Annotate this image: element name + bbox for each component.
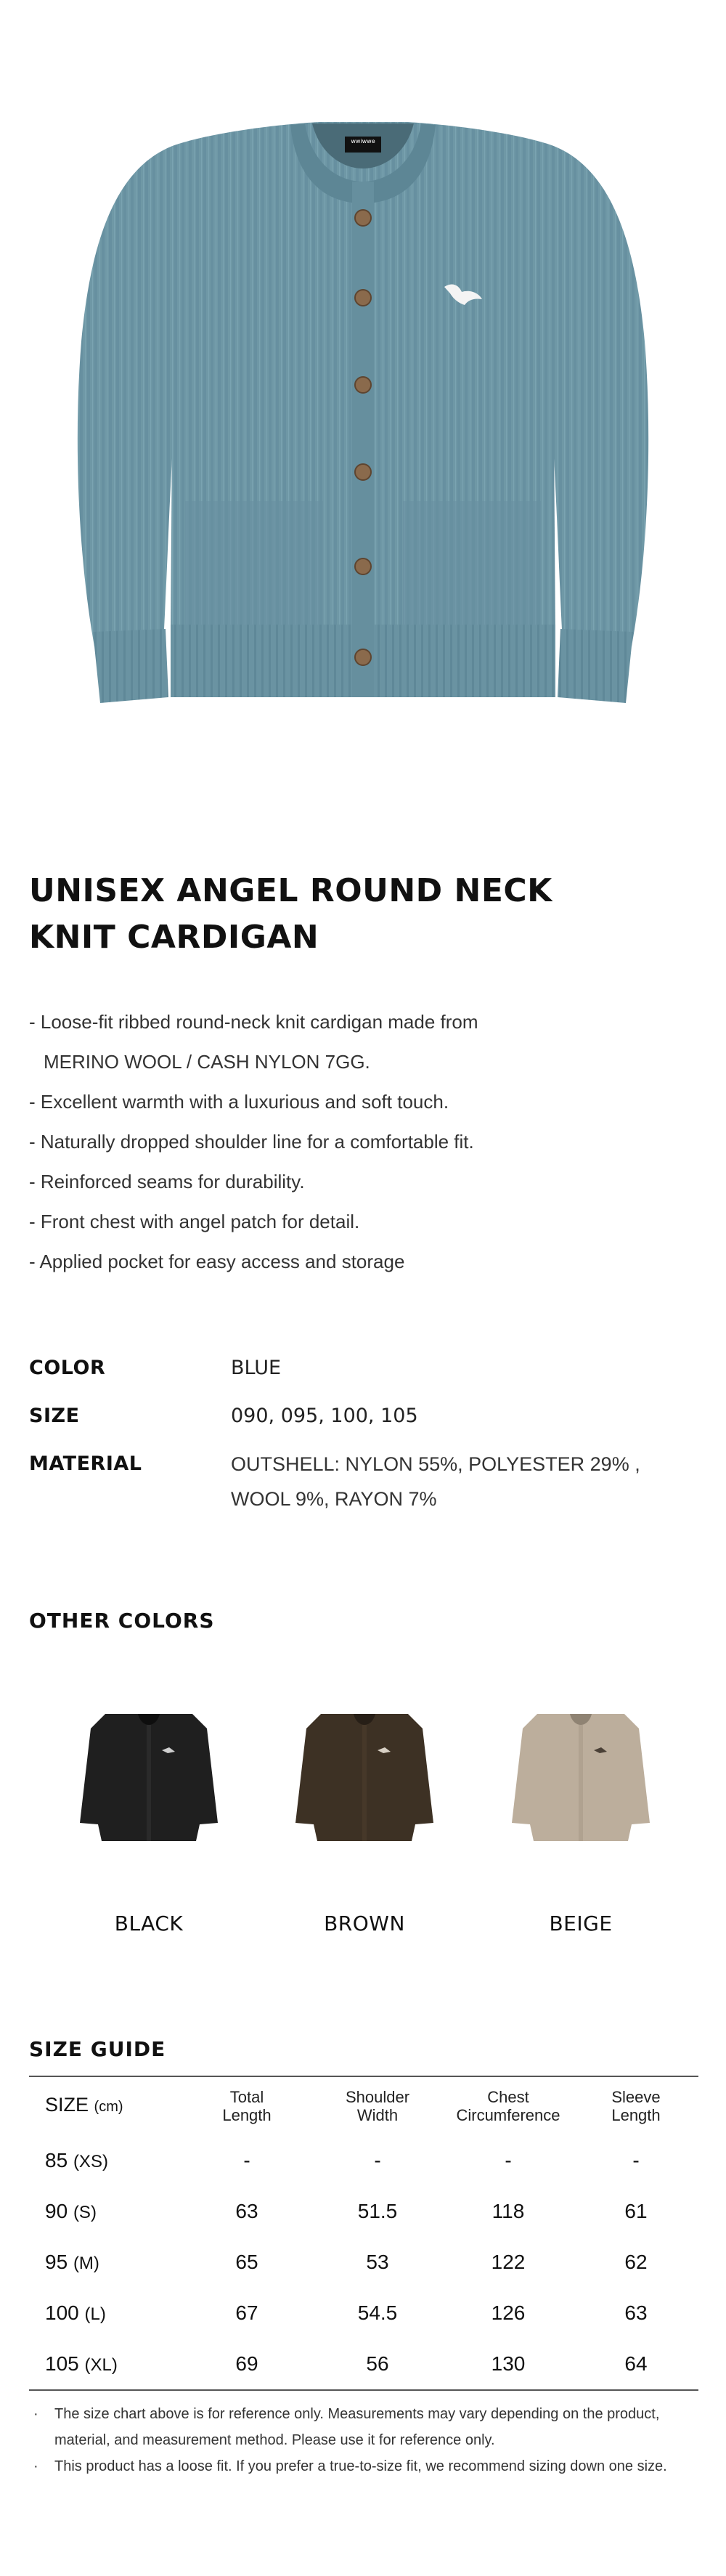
cell-sleeve-length: - (632, 2149, 640, 2171)
header-sleeve-line2: Length (611, 2106, 661, 2124)
size-guide-title: SIZE GUIDE (29, 2037, 166, 2061)
material-line2: WOOL 9%, RAYON 7% (231, 1488, 437, 1510)
table-row (29, 2339, 698, 2389)
size-guide-notes (29, 2401, 711, 2479)
product-title-line2: KNIT CARDIGAN (29, 919, 319, 956)
cell-sleeve-length: 61 (624, 2200, 648, 2222)
color-option-label-black[interactable]: BLACK (114, 1911, 184, 1935)
row-size (29, 2251, 182, 2274)
product-title (29, 868, 682, 961)
header-shoulder-width-line2: Width (356, 2106, 399, 2124)
size-note-continued (29, 2427, 711, 2453)
material-line1: OUTSHELL: NYLON 55%, POLYESTER 29% , (231, 1453, 640, 1475)
header-sleeve-line1: Sleeve (611, 2088, 661, 2106)
product-description (29, 1002, 697, 1282)
note-text: The size chart above is for reference only. Measurements may vary depending on the product, (54, 2406, 660, 2422)
cell-chest: 122 (491, 2251, 526, 2273)
size-number: 85 (45, 2149, 68, 2171)
cell-total-length: 69 (235, 2352, 258, 2375)
header-sleeve-length (574, 2088, 698, 2124)
cell-shoulder-width: 56 (366, 2352, 389, 2375)
description-line: MERINO WOOL / CASH NYLON 7GG. (44, 1051, 370, 1073)
table-header-row (29, 2077, 698, 2135)
header-size-unit: (cm) (94, 2099, 123, 2115)
table-row (29, 2237, 698, 2288)
cell-chest: 130 (491, 2352, 526, 2375)
size-number: 95 (45, 2251, 68, 2273)
size-letter: (L) (84, 2304, 106, 2324)
color-option-beige[interactable] (501, 1707, 661, 1845)
description-line: - Reinforced seams for durability. (29, 1171, 305, 1192)
description-line: - Naturally dropped shoulder line for a comfortable fit. (29, 1131, 474, 1153)
cell-total-length: - (243, 2149, 250, 2171)
cell-shoulder-width: 54.5 (357, 2301, 398, 2324)
cell-chest: - (505, 2149, 512, 2171)
row-size (29, 2149, 182, 2172)
spec-row-size (29, 1405, 697, 1452)
size-number: 100 (45, 2301, 79, 2324)
header-chest-line2: Circumference (456, 2106, 560, 2124)
table-row (29, 2135, 698, 2186)
header-shoulder-width (312, 2088, 443, 2124)
cell-chest: 118 (492, 2200, 525, 2222)
size-note (29, 2453, 711, 2479)
header-size (29, 2096, 182, 2116)
header-shoulder-width-line1: Shoulder (345, 2088, 410, 2106)
cell-sleeve-length: 64 (624, 2352, 648, 2375)
cell-total-length: 65 (235, 2251, 258, 2273)
note-bullet: · (33, 2458, 38, 2474)
cell-chest: 126 (491, 2301, 526, 2324)
table-row (29, 2288, 698, 2339)
size-letter: (M) (73, 2254, 99, 2273)
cardigan-illustration (0, 0, 726, 755)
description-line: - Excellent warmth with a luxurious and soft touch. (29, 1091, 449, 1113)
header-total-length-line1: Total (229, 2088, 264, 2106)
header-total-length-line2: Length (222, 2106, 272, 2124)
size-note (29, 2401, 711, 2427)
size-guide-table (29, 2076, 698, 2391)
cell-shoulder-width: - (374, 2149, 381, 2171)
spec-row-color (29, 1357, 697, 1405)
size-letter: (XL) (84, 2355, 118, 2375)
row-size (29, 2200, 182, 2223)
color-option-label-brown[interactable]: BROWN (324, 1911, 405, 1935)
color-option-black[interactable] (69, 1707, 229, 1845)
product-hero-image (0, 0, 726, 755)
note-bullet: · (33, 2406, 38, 2422)
header-total-length (182, 2088, 312, 2124)
color-option-label-beige[interactable]: BEIGE (549, 1911, 613, 1935)
spec-value-material (231, 1452, 697, 1522)
row-size (29, 2301, 182, 2325)
cell-total-length: 63 (235, 2200, 258, 2222)
cell-total-length: 67 (235, 2301, 258, 2324)
table-row (29, 2186, 698, 2237)
cell-sleeve-length: 63 (624, 2301, 648, 2324)
description-line: - Front chest with angel patch for detail. (29, 1211, 360, 1232)
brand-label: wwiwwe (351, 138, 375, 145)
cell-sleeve-length: 62 (624, 2251, 648, 2273)
size-letter: (S) (73, 2203, 97, 2222)
spec-label-material: MATERIAL (29, 1452, 142, 1475)
spec-value-size: 090, 095, 100, 105 (231, 1405, 418, 1427)
note-text: material, and measurement method. Please use it for reference only. (54, 2432, 495, 2448)
row-size (29, 2352, 182, 2376)
spec-row-material (29, 1452, 697, 1522)
header-chest-circumference (443, 2088, 574, 2124)
description-line: - Applied pocket for easy access and storage (29, 1251, 405, 1272)
note-text: This product has a loose fit. If you prefer a true-to-size fit, we recommend sizing down one size. (54, 2458, 667, 2474)
spec-label-size: SIZE (29, 1405, 80, 1427)
cell-shoulder-width: 53 (366, 2251, 389, 2273)
size-number: 90 (45, 2200, 68, 2222)
header-size-label: SIZE (45, 2094, 89, 2116)
color-option-brown[interactable] (285, 1707, 444, 1845)
spec-value-color: BLUE (231, 1357, 282, 1379)
header-chest-line1: Chest (487, 2088, 529, 2106)
spec-label-color: COLOR (29, 1357, 106, 1379)
cell-shoulder-width: 51.5 (357, 2200, 398, 2222)
product-title-line1: UNISEX ANGEL ROUND NECK (29, 872, 552, 909)
size-number: 105 (45, 2352, 79, 2375)
other-colors-title: OTHER COLORS (29, 1609, 215, 1633)
size-letter: (XS) (73, 2152, 108, 2171)
description-line: - Loose-fit ribbed round-neck knit cardigan made from (29, 1011, 478, 1033)
product-specs (29, 1357, 697, 1522)
